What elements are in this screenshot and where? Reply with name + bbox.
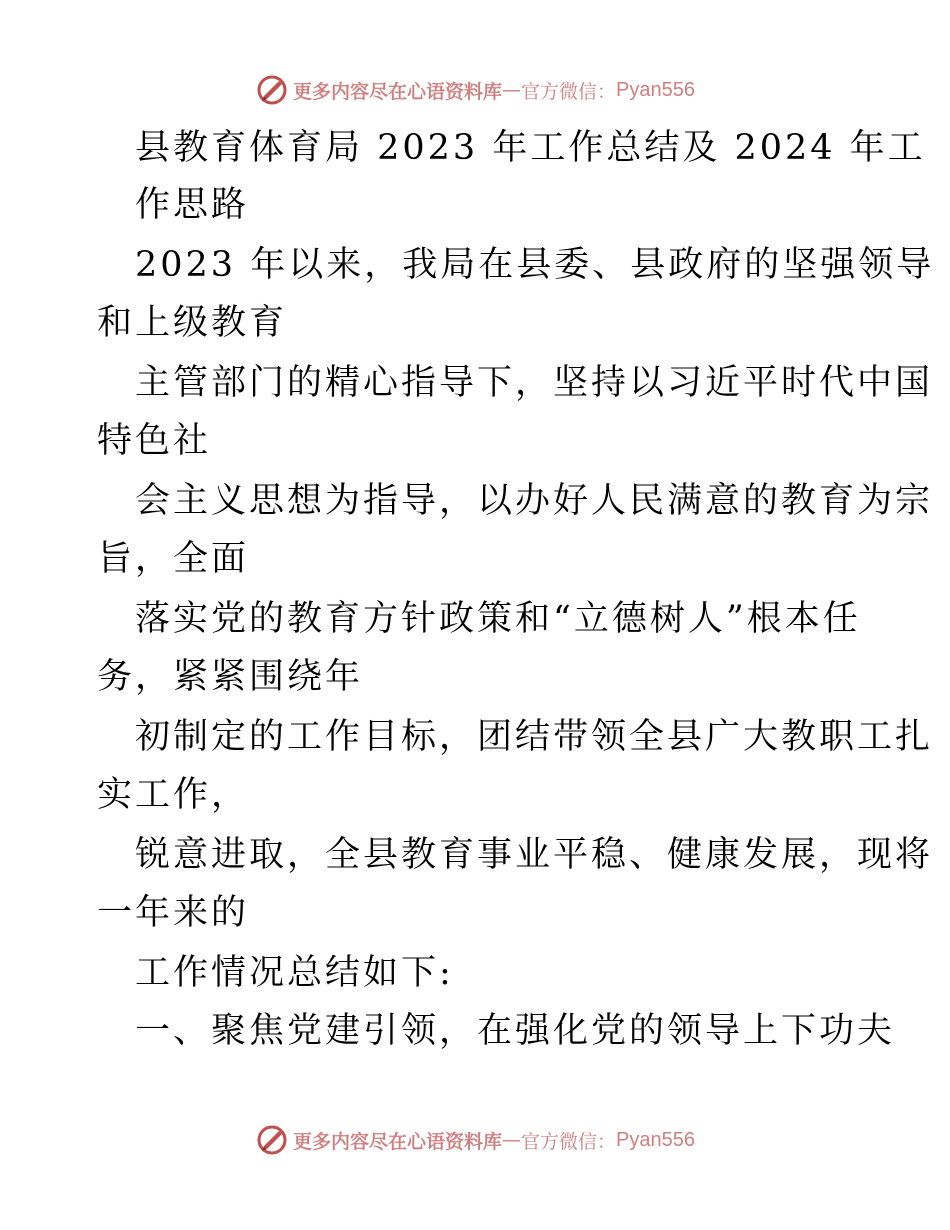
doc-title-line-1: 县教育体育局 2023 年工作总结及 2024 年工 [135,128,926,168]
watermark-dash: — [502,79,522,101]
logo-icon [255,1123,289,1157]
footer-watermark-inner [255,1123,695,1157]
doc-line: 特色社 [97,421,212,461]
doc-title-line-2: 作思路 [135,185,250,225]
watermark-wechat-label: 官方微信： [521,80,617,103]
section-heading-1: 一、聚焦党建引领，在强化党的领导上下功夫 [135,1011,896,1051]
doc-line: 锐意进取，全县教育事业平稳、健康发展，现将 [135,835,934,875]
watermark-text: 更多内容尽在心语资料库 [293,80,503,103]
watermark-wechat-label: 官方微信： [521,1130,617,1153]
doc-line: 旨，全面 [97,539,250,579]
doc-line: 一年来的 [97,893,250,933]
doc-line: 主管部门的精心指导下，坚持以习近平时代中国 [135,363,934,403]
doc-line: 务，紧紧围绕年 [97,657,364,697]
watermark-dash: — [502,1129,522,1151]
doc-line: 实工作， [97,775,250,815]
doc-line: 2023 年以来，我局在县委、县政府的坚强领导 [135,245,935,285]
doc-line: 初制定的工作目标，团结带领全县广大教职工扎 [135,717,934,757]
watermark-text: 更多内容尽在心语资料库 [293,1130,503,1153]
doc-line: 落实党的教育方针政策和“立德树人”根本任 [135,599,861,639]
footer-watermark [0,1120,950,1160]
watermark-wechat-id: Pyan556 [616,78,695,101]
doc-line: 会主义思想为指导，以办好人民满意的教育为宗 [135,481,934,521]
doc-line: 和上级教育 [97,303,288,343]
doc-line: 工作情况总结如下: [135,953,454,993]
watermark-wechat-id: Pyan556 [616,1128,695,1151]
